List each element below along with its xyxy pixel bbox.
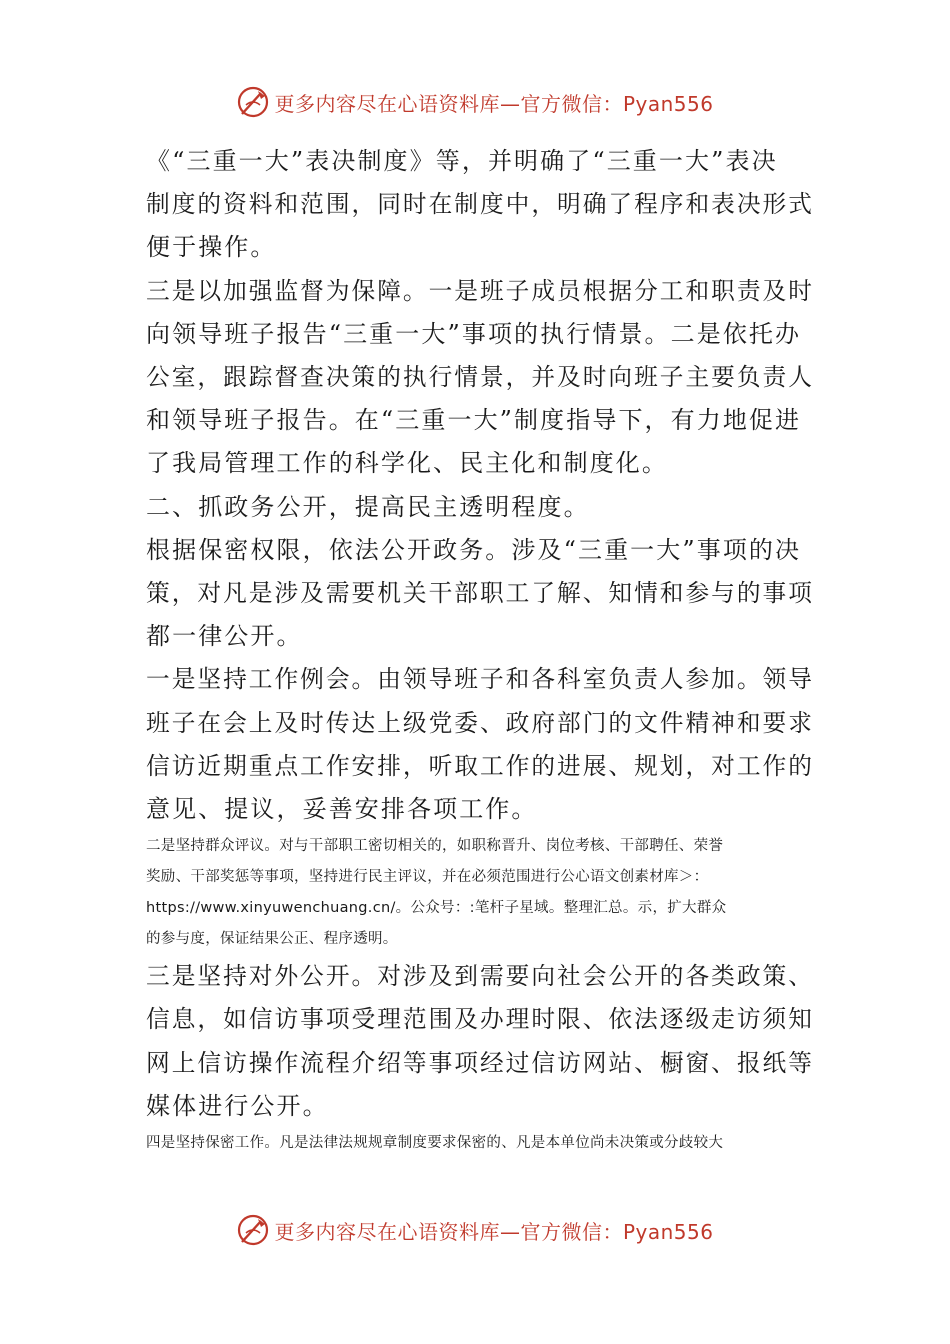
text-line: 三是以加强监督为保障。一是班子成员根据分工和职责及时: [146, 276, 814, 305]
paragraph: [146, 955, 814, 1128]
text-line: 二、抓政务公开，提高民主透明程度。: [146, 492, 590, 521]
paragraph: [146, 270, 814, 486]
text-line: 二是坚持群众评议。对与干部职工密切相关的，如职称晋升、岗位考核、干部聘任、荣誉: [146, 838, 724, 855]
text-line: https://www.xinyuwenchuang.cn/。公众号：:笔杆子星域。整理汇总。示，扩大群众: [146, 900, 727, 917]
text-line: 班子在会上及时传达上级党委、政府部门的文件精神和要求: [146, 708, 814, 737]
text-line: 向领导班子报告“三重一大”事项的执行情景。二是依托办: [146, 319, 802, 348]
text-line: 奖励、干部奖惩等事项，坚持进行民主评议，并在必须范围进行公心语文创素材库＞：: [146, 869, 709, 886]
text-line: 三是坚持对外公开。对涉及到需要向社会公开的各类政策、: [146, 962, 814, 991]
text-line: 都一律公开。: [146, 622, 303, 651]
text-line: 网上信访操作流程介绍等事项经过信访网站、橱窗、报纸等: [146, 1048, 814, 1077]
footer-banner: [0, 1210, 950, 1250]
header-banner: [0, 82, 950, 122]
paragraph: [146, 658, 814, 831]
text-line: 的参与度，保证结果公正、程序透明。: [146, 931, 398, 948]
text-line: 信息，如信访事项受理范围及办理时限、依法逐级走访须知: [146, 1005, 814, 1034]
document-body: [146, 140, 814, 1159]
footer-banner-text: 更多内容尽在心语资料库—官方微信：Pyan556: [274, 1219, 714, 1244]
paragraph: [146, 140, 814, 270]
text-line: 意见、提议，妥善安排各项工作。: [146, 795, 538, 824]
paragraph: [146, 529, 814, 659]
text-line: 和领导班子报告。在“三重一大”制度指导下，有力地促进: [146, 406, 802, 435]
text-line: 一是坚持工作例会。由领导班子和各科室负责人参加。领导: [146, 665, 814, 694]
text-line: 便于操作。: [146, 233, 277, 262]
text-line: 媒体进行公开。: [146, 1091, 329, 1120]
paragraph: [146, 486, 811, 529]
text-line: 策，对凡是涉及需要机关干部职工了解、知情和参与的事项: [146, 579, 814, 608]
text-line: 制度的资料和范围，同时在制度中，明确了程序和表决形式: [146, 190, 814, 219]
text-line: 了我局管理工作的科学化、民主化和制度化。: [146, 449, 668, 478]
paragraph: [146, 1128, 811, 1159]
text-line: 《“三重一大”表决制度》等，并明确了“三重一大”表决: [146, 147, 778, 175]
text-line: 公室，跟踪督查决策的执行情景，并及时向班子主要负责人: [146, 363, 814, 392]
header-banner-text: 更多内容尽在心语资料库—官方微信：Pyan556: [274, 91, 714, 116]
text-line: 信访近期重点工作安排，听取工作的进展、规划，对工作的: [146, 751, 814, 780]
text-line: 根据保密权限，依法公开政务。涉及“三重一大”事项的决: [146, 535, 802, 564]
text-line: 四是坚持保密工作。凡是法律法规规章制度要求保密的、凡是本单位尚未决策或分歧较大: [146, 1135, 724, 1152]
paragraph: [146, 831, 811, 955]
pen-logo-icon: [236, 85, 270, 119]
pen-logo-icon: [236, 1213, 270, 1247]
